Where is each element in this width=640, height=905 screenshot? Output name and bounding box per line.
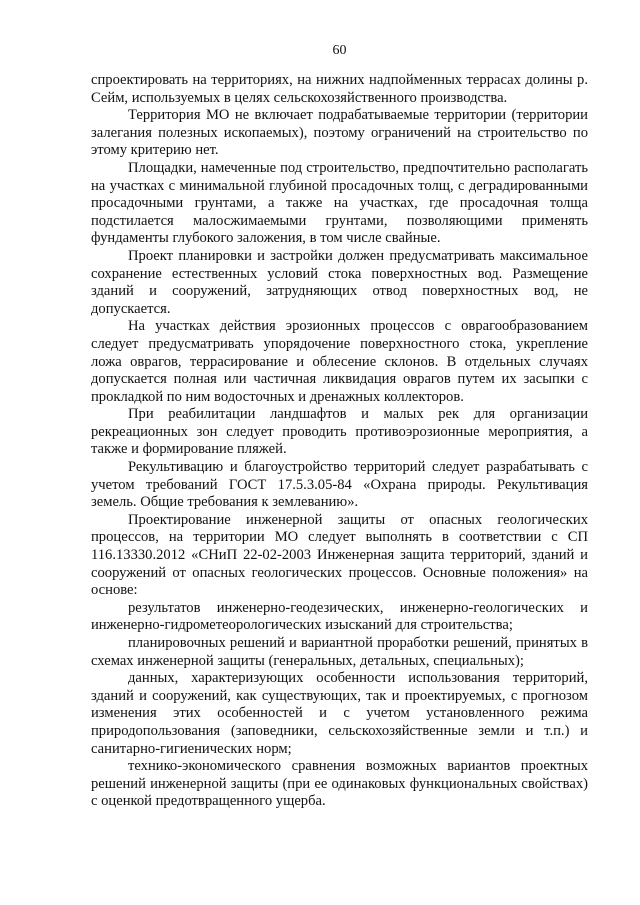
page-number: 60: [332, 43, 347, 58]
paragraph-12: технико-экономического сравнения возможных вариантов проектных решений инженерной защиты (при ее одинаковых функциональных свойствах) с оценкой предотвращенного ущерба.: [91, 758, 588, 810]
paragraph-5: На участках действия эрозионных процессов с оврагообразованием следует предусматривать упорядочение поверхностного стока, укрепление ложа оврагов, террасирование и облесение склонов. В отдельных случаях допускается полная или частичная ликвидация оврагов путем их засыпки с прокладкой по ним водосточных и дренажных коллекторов.: [91, 318, 588, 405]
paragraph-1: спроектировать на территориях, на нижних надпойменных террасах долины р. Сейм, используемых в целях сельскохозяйственного производства.: [91, 72, 588, 106]
paragraph-7: Рекультивацию и благоустройство территорий следует разрабатывать с учетом требований ГОСТ 17.5.3.05-84 «Охрана природы. Рекультивация земель. Общие требования к землеванию».: [91, 459, 588, 511]
paragraph-6: При реабилитации ландшафтов и малых рек для организации рекреационных зон следует проводить противоэрозионные мероприятия, а также и формирование пляжей.: [91, 406, 588, 458]
paragraph-11: данных, характеризующих особенности использования территорий, зданий и сооружений, как существующих, так и проектируемых, с прогнозом изменения этих особенностей и с учетом установленного режима природопользования (заповедники, сельскохозяйственные земли и т.п.) и санитарно-гигиенических норм;: [91, 670, 588, 757]
paragraph-3: Площадки, намеченные под строительство, предпочтительно располагать на участках с минимальной глубиной просадочных толщ, с деградированными просадочными грунтами, а также на участках, где просадочная толща подстилается малосжимаемыми грунтами, позволяющими применять фундаменты глубокого заложения, в том числе свайные.: [91, 159, 588, 247]
paragraph-2: Территория МО не включает подрабатываемые территории (территории залегания полезных ископаемых), поэтому ограничений на строительство по этому критерию нет.: [91, 107, 588, 159]
paragraph-4: Проект планировки и застройки должен предусматривать максимальное сохранение естественных условий стока поверхностных вод. Размещение зданий и сооружений, затрудняющих отвод поверхностных вод, не допускается.: [91, 247, 588, 317]
paragraph-8: Проектирование инженерной защиты от опасных геологических процессов, на территории МО следует выполнять в соответствии с СП 116.13330.2012 «СНиП 22-02-2003 Инженерная защита территорий, зданий и сооружений от опасных геологических процессов. Основные положения» на основе:: [91, 511, 588, 599]
paragraph-10: планировочных решений и вариантной проработки решений, принятых в схемах инженерной защиты (генеральных, детальных, специальных);: [91, 635, 588, 669]
paragraph-9: результатов инженерно-геодезических, инженерно-геологических и инженерно-гидрометеорологических изысканий для строительства;: [91, 599, 588, 634]
